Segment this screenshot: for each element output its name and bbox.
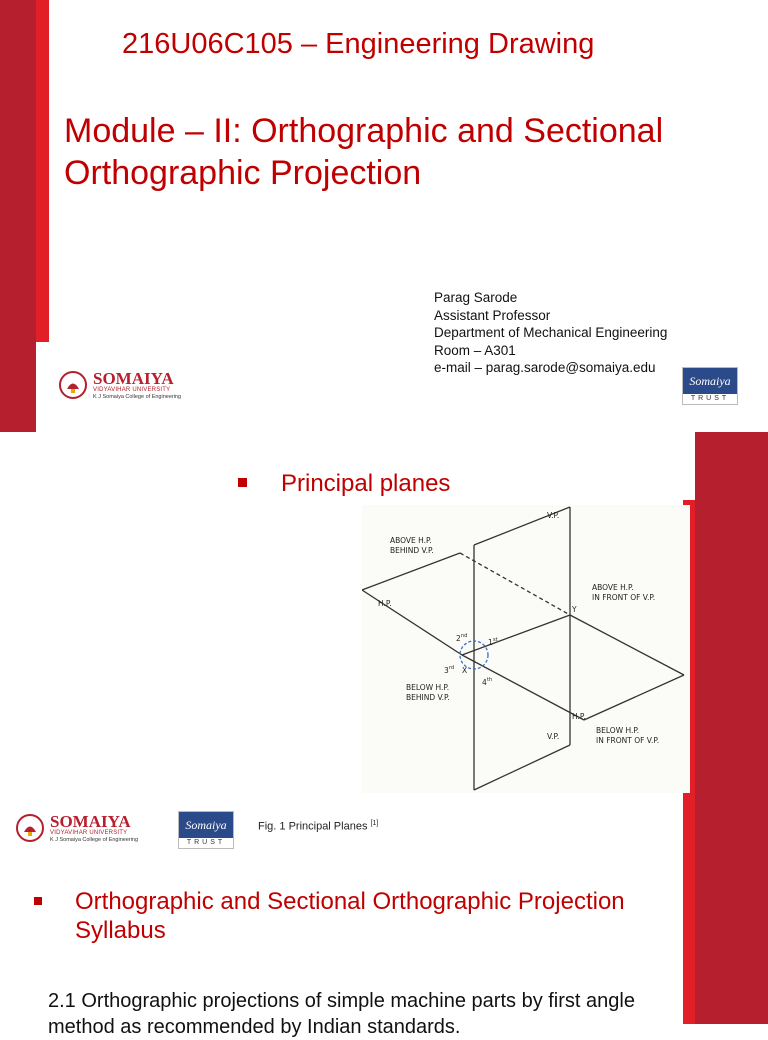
fig-label: ABOVE H.P.: [390, 536, 432, 545]
principal-planes-diagram: [362, 505, 690, 793]
syllabus-text: 2.1 Orthographic projections of simple machine parts by first angle method as recommended by Indian standards.: [48, 990, 635, 1038]
fig-angle: 2: [456, 634, 461, 643]
slide2-title: Principal planes: [281, 470, 451, 497]
fig-label: IN FRONT OF V.P.: [596, 736, 660, 745]
logo-college: K J Somaiya College of Engineering: [93, 393, 182, 400]
presenter-info: [434, 289, 667, 377]
principal-planes-figure: [362, 505, 690, 793]
bullet-square: [238, 478, 247, 487]
trust-script: Somaiya: [683, 368, 737, 394]
fig-label-x: X: [462, 666, 468, 675]
decor-bar-right: [695, 432, 768, 807]
fig-label: V.P.: [547, 732, 560, 741]
module-title: Module – II: Orthographic and Sectional Orthographic Projection: [64, 112, 664, 192]
logo-university: VIDYAVIHAR UNIVERSITY: [50, 829, 128, 836]
trust-word: TRUST: [690, 395, 730, 402]
logo-name: SOMAIYA: [93, 368, 174, 388]
fig-angle: 4: [482, 678, 487, 687]
decor-bar-right-3: [695, 807, 768, 1024]
fig-label: V.P.: [547, 511, 560, 520]
logo-university: VIDYAVIHAR UNIVERSITY: [93, 386, 171, 393]
fig-label: BELOW H.P.: [596, 726, 640, 735]
presenter-email: e-mail – parag.sarode@somaiya.edu: [434, 360, 656, 375]
decor-bar-left: [0, 0, 36, 432]
presenter-department: Department of Mechanical Engineering: [434, 325, 668, 340]
fig-angle-sup: st: [493, 637, 498, 643]
fig-angle-sup: nd: [461, 633, 468, 639]
fig-label: H.P.: [572, 712, 586, 721]
fig-angle: 1: [488, 638, 493, 647]
bullet-square: [34, 897, 42, 905]
somaiya-crest-icon: [58, 370, 88, 400]
slide3-title: Orthographic and Sectional Orthographic Projection Syllabus: [75, 888, 625, 944]
presenter-room: Room – A301: [434, 342, 516, 358]
fig-label: H.P.: [378, 599, 392, 608]
fig-label: IN FRONT OF V.P.: [592, 593, 656, 602]
somaiya-trust-logo-2: [178, 811, 234, 849]
somaiya-crest-icon: [15, 813, 45, 843]
fig-angle: 3: [444, 666, 449, 675]
decor-bar-inner: [36, 0, 49, 342]
fig-label: BEHIND V.P.: [390, 546, 434, 555]
fig-label: BELOW H.P.: [406, 683, 450, 692]
fig-label: BEHIND V.P.: [406, 693, 450, 702]
presenter-title: Assistant Professor: [434, 307, 551, 323]
course-title: 216U06C105 – Engineering Drawing: [122, 28, 595, 60]
fig-label-y: Y: [572, 605, 577, 614]
somaiya-logo-2: [15, 813, 138, 843]
presenter-name: Parag Sarode: [434, 290, 518, 305]
trust-word: TRUST: [186, 839, 226, 846]
logo-name: SOMAIYA: [50, 811, 131, 831]
fig-angle-sup: rd: [449, 665, 455, 671]
caption-text: Fig. 1 Principal Planes: [258, 820, 368, 833]
figure-caption: [258, 820, 378, 833]
fig-label: ABOVE H.P.: [592, 583, 634, 592]
trust-script: Somaiya: [179, 812, 233, 838]
somaiya-trust-logo: [682, 367, 738, 405]
somaiya-logo: [58, 370, 181, 400]
caption-ref: [1]: [370, 820, 379, 827]
fig-angle-sup: th: [487, 677, 493, 683]
logo-college: K J Somaiya College of Engineering: [50, 836, 139, 843]
